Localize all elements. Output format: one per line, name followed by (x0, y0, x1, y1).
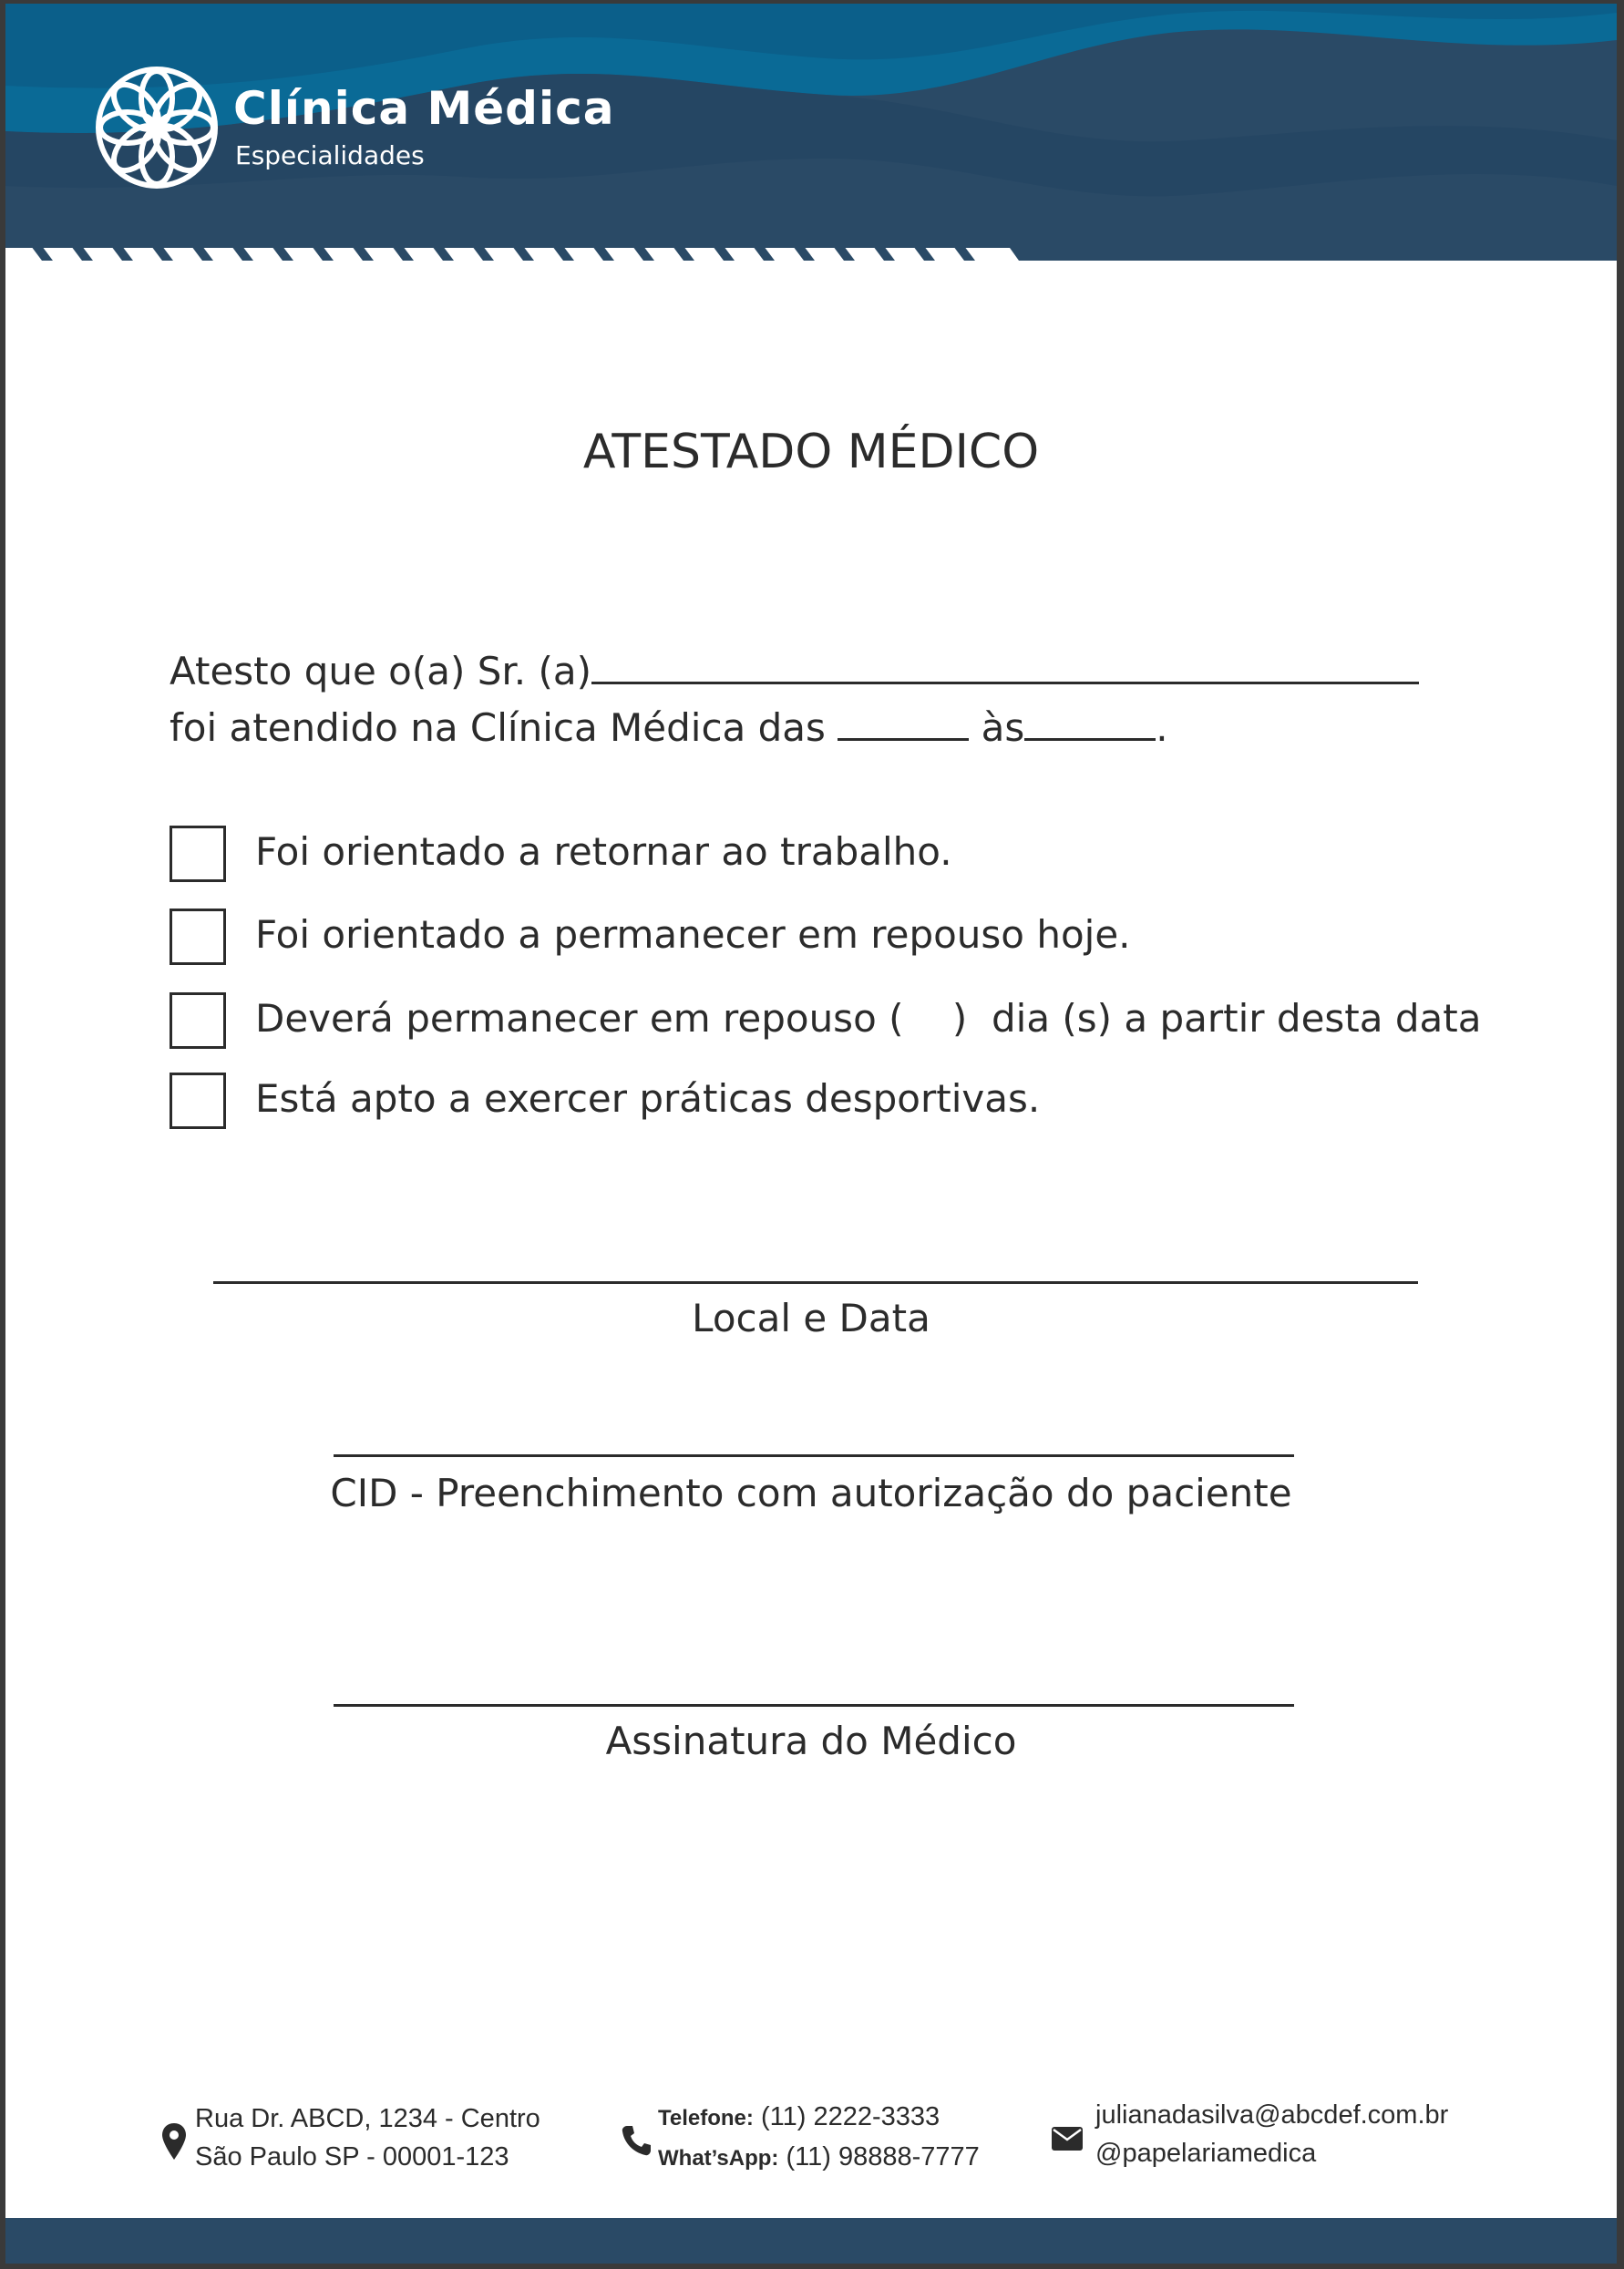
start-time-field[interactable] (838, 700, 969, 741)
rest-days-checkbox[interactable] (170, 992, 226, 1049)
footer-online (1095, 2096, 1448, 2172)
address-line: Rua Dr. ABCD, 1234 - Centro (195, 2104, 540, 2133)
document-title: ATESTADO MÉDICO (582, 425, 1040, 479)
cid-label: CID - Preenchimento com autorização do paciente (330, 1471, 1292, 1515)
phone-number[interactable]: (11) 2222-3333 (760, 2102, 940, 2131)
attendance-end-punct: . (1156, 705, 1168, 750)
location-pin-icon (162, 2123, 186, 2160)
checklist-item-label: Foi orientado a retornar ao trabalho. (255, 829, 952, 874)
patient-name-label: Atesto que o(a) Sr. (a) (170, 649, 592, 693)
email-link[interactable]: julianadasilva@abcdef.com.br (1095, 2100, 1449, 2130)
doctor-signature-field[interactable] (334, 1704, 1294, 1707)
header-banner (5, 4, 1617, 277)
attendance-between-label: às (981, 705, 1025, 750)
flower-icon (93, 64, 221, 191)
patient-name-field[interactable] (591, 643, 1419, 684)
attendance-label: foi atendido na Clínica Médica das (170, 705, 826, 750)
doctor-signature-label: Assinatura do Médico (605, 1719, 1017, 1763)
checklist-item-label: Foi orientado a permanecer em repouso hoje. (255, 912, 1131, 957)
phone-label: Telefone: (658, 2106, 754, 2130)
local-date-label: Local e Data (692, 1296, 930, 1340)
footer-bar (5, 2218, 1617, 2264)
phone-icon (622, 2125, 651, 2156)
whatsapp-label: What’sApp: (658, 2146, 779, 2171)
envelope-icon (1052, 2127, 1083, 2151)
whatsapp-number[interactable]: (11) 98888-7777 (786, 2142, 980, 2171)
patient-name-line (170, 643, 1419, 693)
rest-today-checkbox[interactable] (170, 909, 226, 965)
clinic-subtitle: Especialidades (235, 140, 425, 170)
checklist-item-label: Deverá permanecer em repouso ( ) dia (s) a partir desta data (255, 996, 1482, 1041)
attendance-time-line (170, 700, 1168, 750)
return-to-work-checkbox[interactable] (170, 826, 226, 882)
local-date-field[interactable] (213, 1281, 1418, 1284)
footer-contacts (658, 2098, 980, 2178)
footer-address (195, 2100, 540, 2176)
social-handle[interactable]: @papelariamedica (1095, 2139, 1317, 2168)
address-line: São Paulo SP - 00001-123 (195, 2142, 509, 2171)
end-time-field[interactable] (1024, 700, 1156, 741)
checklist-item-label: Está apto a exercer práticas desportivas. (255, 1076, 1041, 1121)
sports-fit-checkbox[interactable] (170, 1073, 226, 1129)
document-page (5, 4, 1617, 2264)
cid-field[interactable] (334, 1454, 1294, 1457)
clinic-name: Clínica Médica (233, 82, 615, 135)
